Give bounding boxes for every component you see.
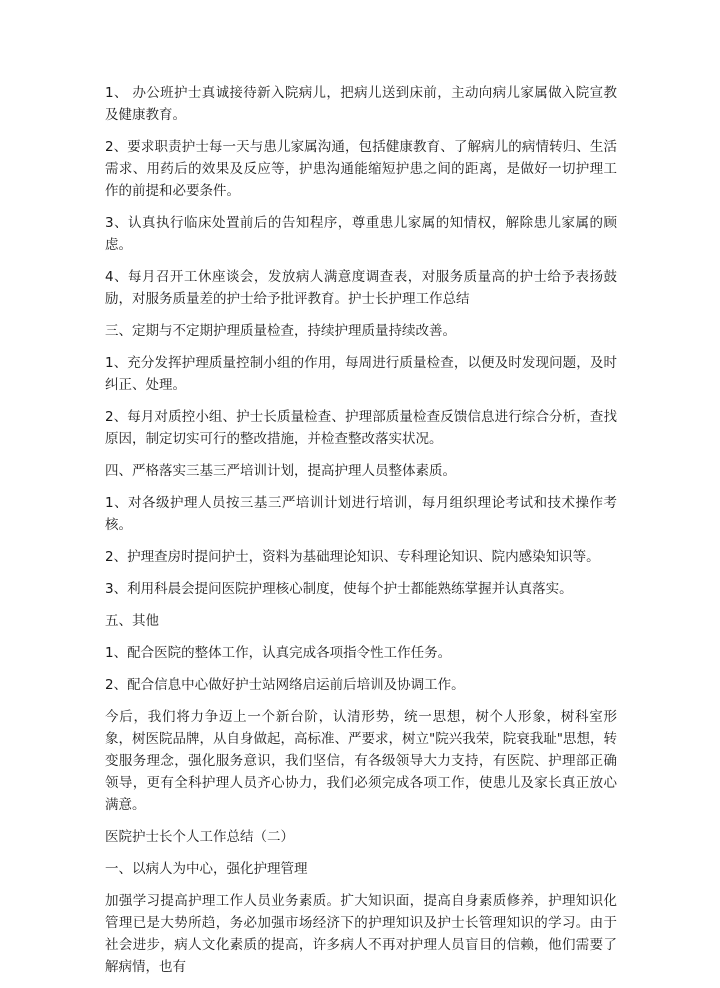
paragraph-2: 2、要求职责护士每一天与患儿家属沟通，包括健康教育、了解病儿的病情转归、生活需求、用药后的效果及反应等，护患沟通能缩短护患之间的距离，是做好一切护理工作的前提和必要条件。 <box>105 139 617 199</box>
document-subtitle: 医院护士长个人工作总结（二） <box>105 829 294 845</box>
paragraph-9: 3、利用科晨会提问医院护理核心制度，使每个护士都能熟练掌握并认真落实。 <box>105 581 573 597</box>
paragraph-11: 2、配合信息中心做好护士站网络启运前后培训及协调工作。 <box>105 677 465 693</box>
section-heading-5: 五、其他 <box>105 613 159 629</box>
paragraph-6: 2、每月对质控小组、护士长质量检查、护理部质量检查反馈信息进行综合分析，查找原因，制定切实可行的整改措施，并检查整改落实状况。 <box>105 409 617 447</box>
paragraph-4: 4、每月召开工休座谈会，发放病人满意度调查表，对服务质量高的护士给予表扬鼓励，对服务质量差的护士给予批评教育。护士长护理工作总结 <box>105 269 617 307</box>
section-heading-4: 四、严格落实三基三严培训计划，提高护理人员整体素质。 <box>105 463 456 479</box>
paragraph-1: 1、 办公班护士真诚接待新入院病儿，把病儿送到床前，主动向病儿家属做入院宣教及健康教育。 <box>105 85 617 123</box>
paragraph-5: 1、充分发挥护理质量控制小组的作用，每周进行质量检查，以便及时发现问题，及时纠正、处理。 <box>105 355 617 393</box>
paragraph-10: 1、配合医院的整体工作，认真完成各项指令性工作任务。 <box>105 645 452 661</box>
paragraph-13: 加强学习提高护理工作人员业务素质。扩大知识面，提高自身素质修养，护理知识化管理已是大势所趋，务必加强市场经济下的护理知识及护士长管理知识的学习。由于社会进步，病人文化素质的提高，许多病人不再对护理人员盲目的信赖，他们需要了解病情，也有 <box>105 893 617 975</box>
paragraph-8: 2、护理查房时提问护士，资料为基础理论知识、专科理论知识、院内感染知识等。 <box>105 549 600 565</box>
section-heading-3: 三、定期与不定期护理质量检查，持续护理质量持续改善。 <box>105 323 456 339</box>
document-body <box>105 82 617 988</box>
section-heading-1: 一、以病人为中心，强化护理管理 <box>105 861 308 877</box>
paragraph-7: 1、对各级护理人员按三基三严培训计划进行培训，每月组织理论考试和技术操作考核。 <box>105 495 617 533</box>
paragraph-12: 今后，我们将力争迈上一个新台阶，认清形势，统一思想，树个人形象，树科室形象，树医院品牌，从自身做起，高标准、严要求，树立"院兴我荣，院衰我耻"思想，转变服务理念，强化服务意识，我们坚信，有各级领导大力支持，有医院、护理部正确领导，更有全科护理人员齐心协力，我们必须完成各项工作，使患儿及家长真正放心满意。 <box>105 709 617 813</box>
paragraph-3: 3、认真执行临床处置前后的告知程序，尊重患儿家属的知情权，解除患儿家属的顾虑。 <box>105 215 617 253</box>
